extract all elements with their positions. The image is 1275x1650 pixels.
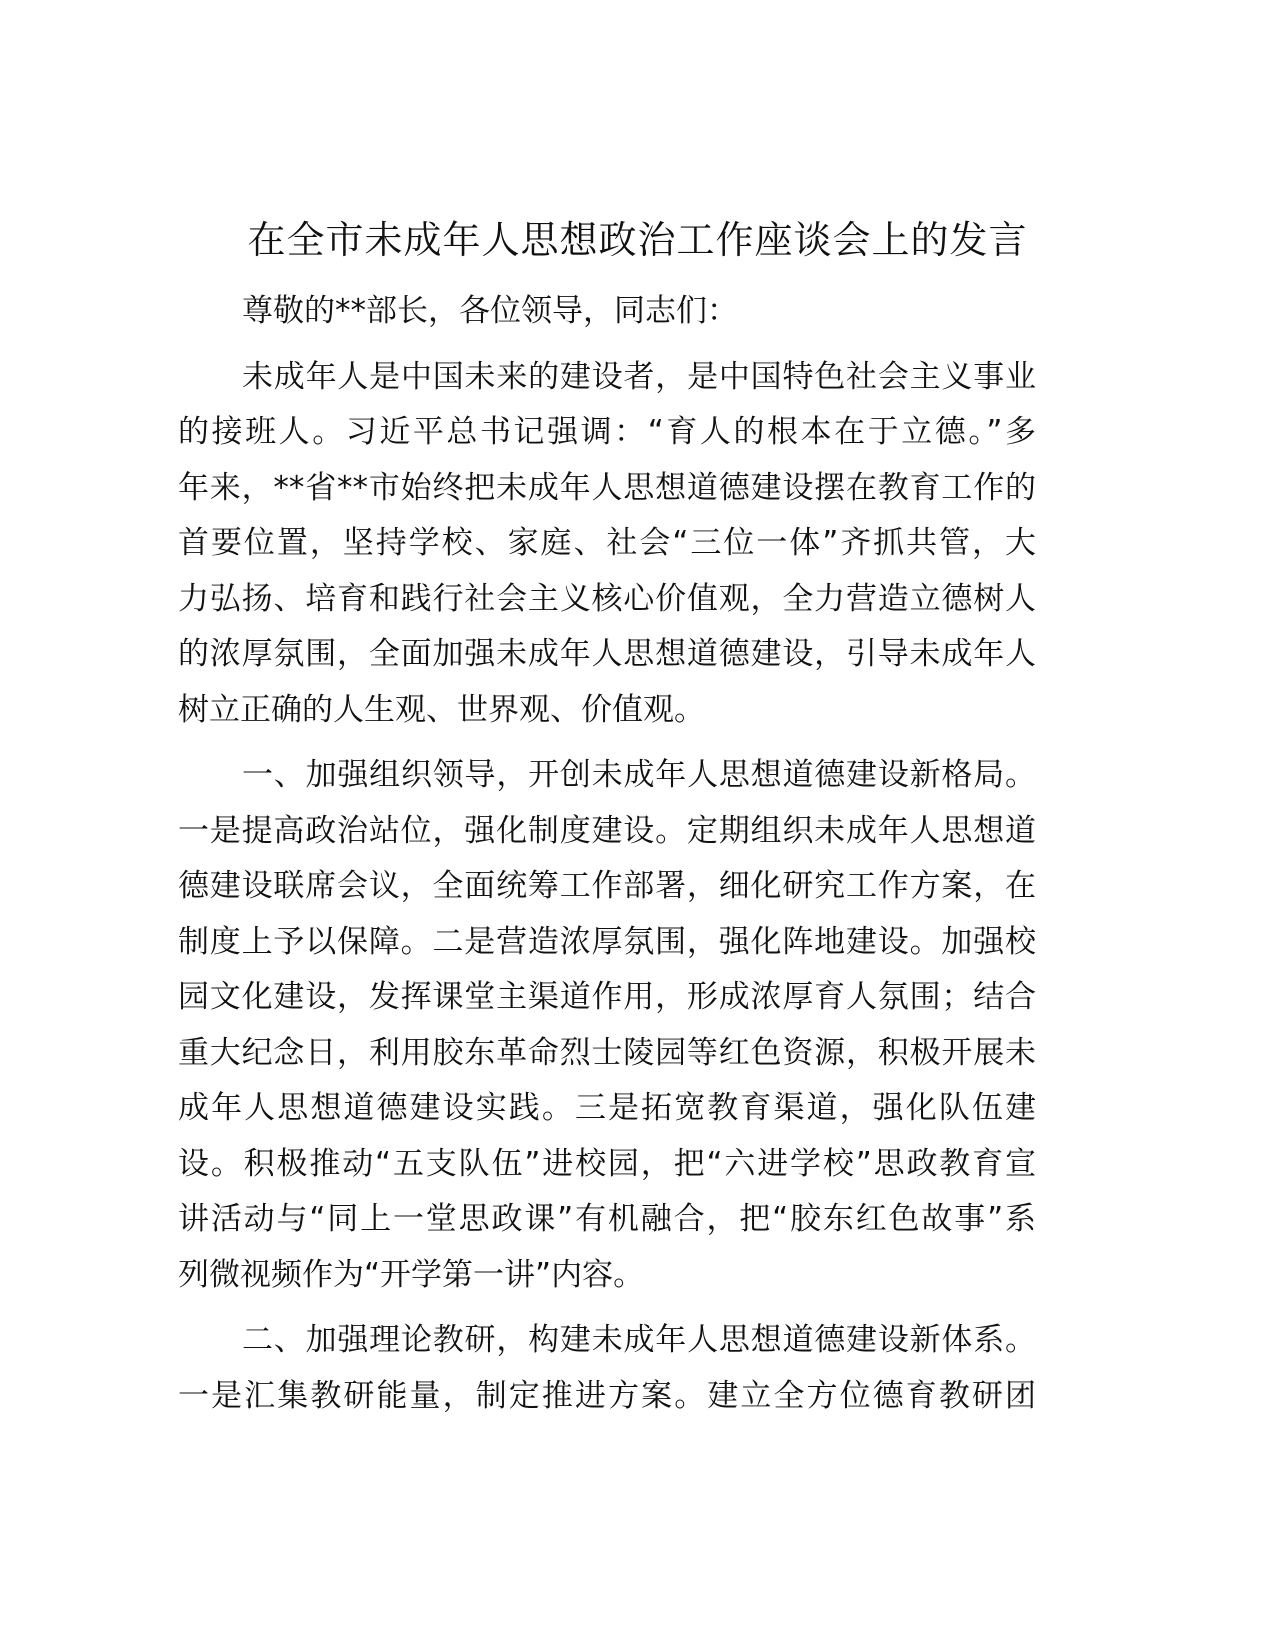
text-line: 首要位置，坚持学校、家庭、社会“三位一体”齐抓共管，大	[178, 525, 1036, 561]
text-line: 力弘扬、培育和践行社会主义核心价值观，全力营造立德树人	[178, 580, 1036, 617]
text-line: 德建设联席会议，全面统筹工作部署，细化研究工作方案，在	[178, 868, 1036, 904]
paragraph	[178, 284, 1036, 340]
text-line: 成年人思想道德建设实践。三是拓宽教育渠道，强化队伍建	[178, 1090, 1036, 1126]
text-line: 园文化建设，发挥课堂主渠道作用，形成浓厚育人氛围；结合	[178, 979, 1036, 1015]
text-line: 设。积极推动“五支队伍”进校园，把“六进学校”思政教育宣	[178, 1145, 1036, 1182]
text-line: 一、加强组织领导，开创未成年人思想道德建设新格局。	[242, 757, 1036, 793]
paragraph	[178, 1313, 1036, 1424]
text-line: 一是提高政治站位，强化制度建设。定期组织未成年人思想道	[178, 812, 1036, 849]
text-line: 二、加强理论教研，构建未成年人思想道德建设新体系。	[242, 1322, 1036, 1358]
text-line: 尊敬的**部长，各位领导，同志们：	[242, 293, 738, 329]
text-line: 制度上予以保障。二是营造浓厚氛围，强化阵地建设。加强校	[178, 923, 1036, 960]
text-line: 列微视频作为“开学第一讲”内容。	[178, 1256, 645, 1293]
text-line: 重大纪念日，利用胶东革命烈士陵园等红色资源，积极开展未	[178, 1034, 1036, 1071]
text-line: 年来，**省**市始终把未成年人思想道德建设摆在教育工作的	[178, 469, 1036, 506]
document-body	[178, 284, 1036, 1434]
paragraph	[178, 350, 1036, 739]
paragraph	[178, 748, 1036, 1303]
text-line: 讲活动与“同上一堂思政课”有机融合，把“胶东红色故事”系	[178, 1201, 1036, 1237]
text-line: 树立正确的人生观、世界观、价值观。	[178, 691, 705, 728]
text-line: 的浓厚氛围，全面加强未成年人思想道德建设，引导未成年人	[178, 636, 1036, 672]
text-line: 一是汇集教研能量，制定推进方案。建立全方位德育教研团	[178, 1377, 1036, 1414]
text-line: 未成年人是中国未来的建设者，是中国特色社会主义事业	[242, 358, 1036, 395]
text-line: 的接班人。习近平总书记强调：“育人的根本在于立德。”多	[178, 414, 1036, 450]
document-title: 在全市未成年人思想政治工作座谈会上的发言	[247, 218, 1028, 262]
